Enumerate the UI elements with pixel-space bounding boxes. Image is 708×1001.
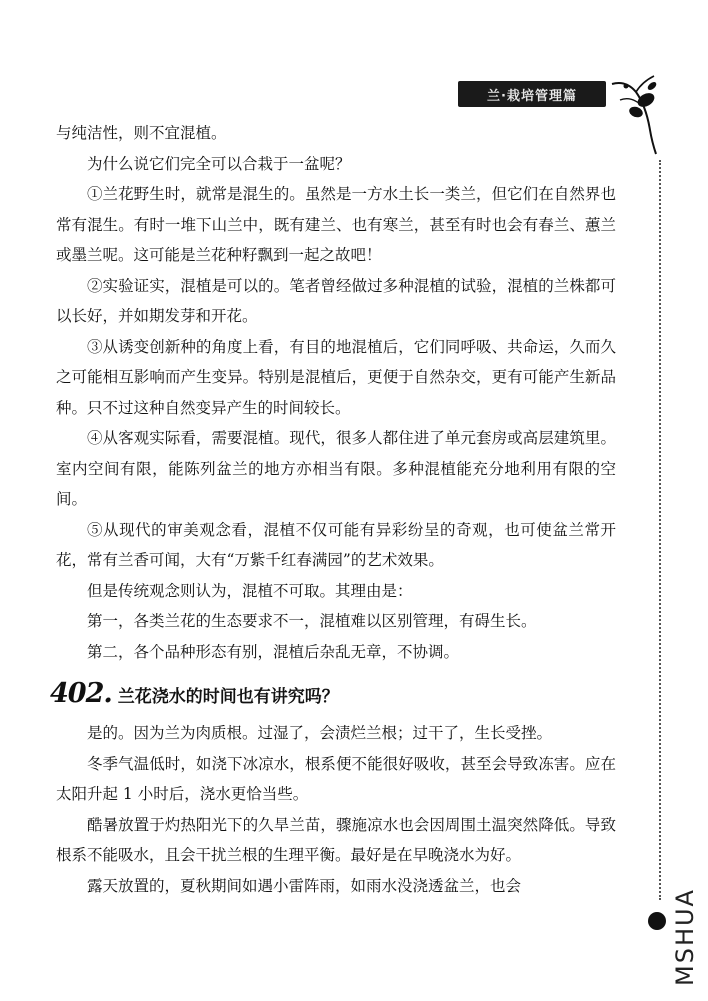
body-paragraph: ④从客观实际看，需要混植。现代，很多人都住进了单元套房或高层建筑里。室内空间有限，能陈列盆兰的地方亦相当有限。多种混植能充分地利用有限的空间。 [56, 429, 616, 508]
body-paragraph: 为什么说它们完全可以合栽于一盆呢？ [87, 154, 351, 173]
answer-paragraph: 是的。因为兰为肉质根。过湿了，会渍烂兰根；过干了，生长受挫。 [87, 724, 553, 742]
question-heading [50, 677, 616, 714]
answer-paragraph: 露天放置的，夏秋期间如遇小雷阵雨，如雨水没浇透盆兰，也会 [87, 876, 522, 895]
body-paragraph: 但是传统观念则认为，混植不可取。其理由是： [87, 581, 413, 600]
body-paragraph: ⑤从现代的审美观念看，混植不仅可能有异彩纷呈的奇观，也可使盆兰常开花，常有兰香可闻，大有“万紫千红春满园”的艺术效果。 [56, 520, 616, 569]
margin-dotted-divider [659, 160, 661, 900]
answer-paragraph: 酷暑放置于灼热阳光下的久旱兰苗，骤施凉水也会因周围土温突然降低。导致根系不能吸水，且会干扰兰根的生理平衡。最好是在早晚浇水为好。 [56, 815, 616, 864]
margin-bullet-dot [648, 912, 666, 930]
body-paragraph: ②实验证实，混植是可以的。笔者曾经做过多种混植的试验，混植的兰株都可以长好，并如期发芽和开花。 [56, 276, 616, 325]
body-paragraph: 与纯洁性，则不宜混植。 [56, 124, 227, 142]
body-paragraph: 第二，各个品种形态有别，混植后杂乱无章，不协调。 [87, 642, 460, 661]
body-paragraph: 第一，各类兰花的生态要求不一，混植难以区别管理，有碍生长。 [87, 612, 537, 630]
page-body [50, 118, 616, 901]
watermark-text: MSHUA [671, 888, 699, 987]
answer-paragraph: 冬季气温低时，如浇下冰凉水，根系便不能很好吸收，甚至会导致冻害。应在太阳升起 1 小时后，浇水更恰当些。 [56, 754, 616, 803]
question-number: 402. [50, 678, 112, 709]
question-title: 兰花浇水的时间也有讲究吗？ [117, 687, 339, 707]
header-label: 兰·栽培管理篇 [458, 81, 606, 107]
body-paragraph: ①兰花野生时，就常是混生的。虽然是一方水土长一类兰，但它们在自然界也常有混生。有时一堆下山兰中，既有建兰、也有寒兰，甚至有时也会有春兰、蕙兰或墨兰呢。这可能是兰花种籽飘到一起之故吧！ [56, 185, 616, 264]
body-paragraph: ③从诱变创新种的角度上看，有目的地混植后，它们同呼吸、共命运，久而久之可能相互影响而产生变异。特别是混植后，更便于自然杂交，更有可能产生新品种。只不过这种自然变异产生的时间较长。 [56, 337, 616, 417]
